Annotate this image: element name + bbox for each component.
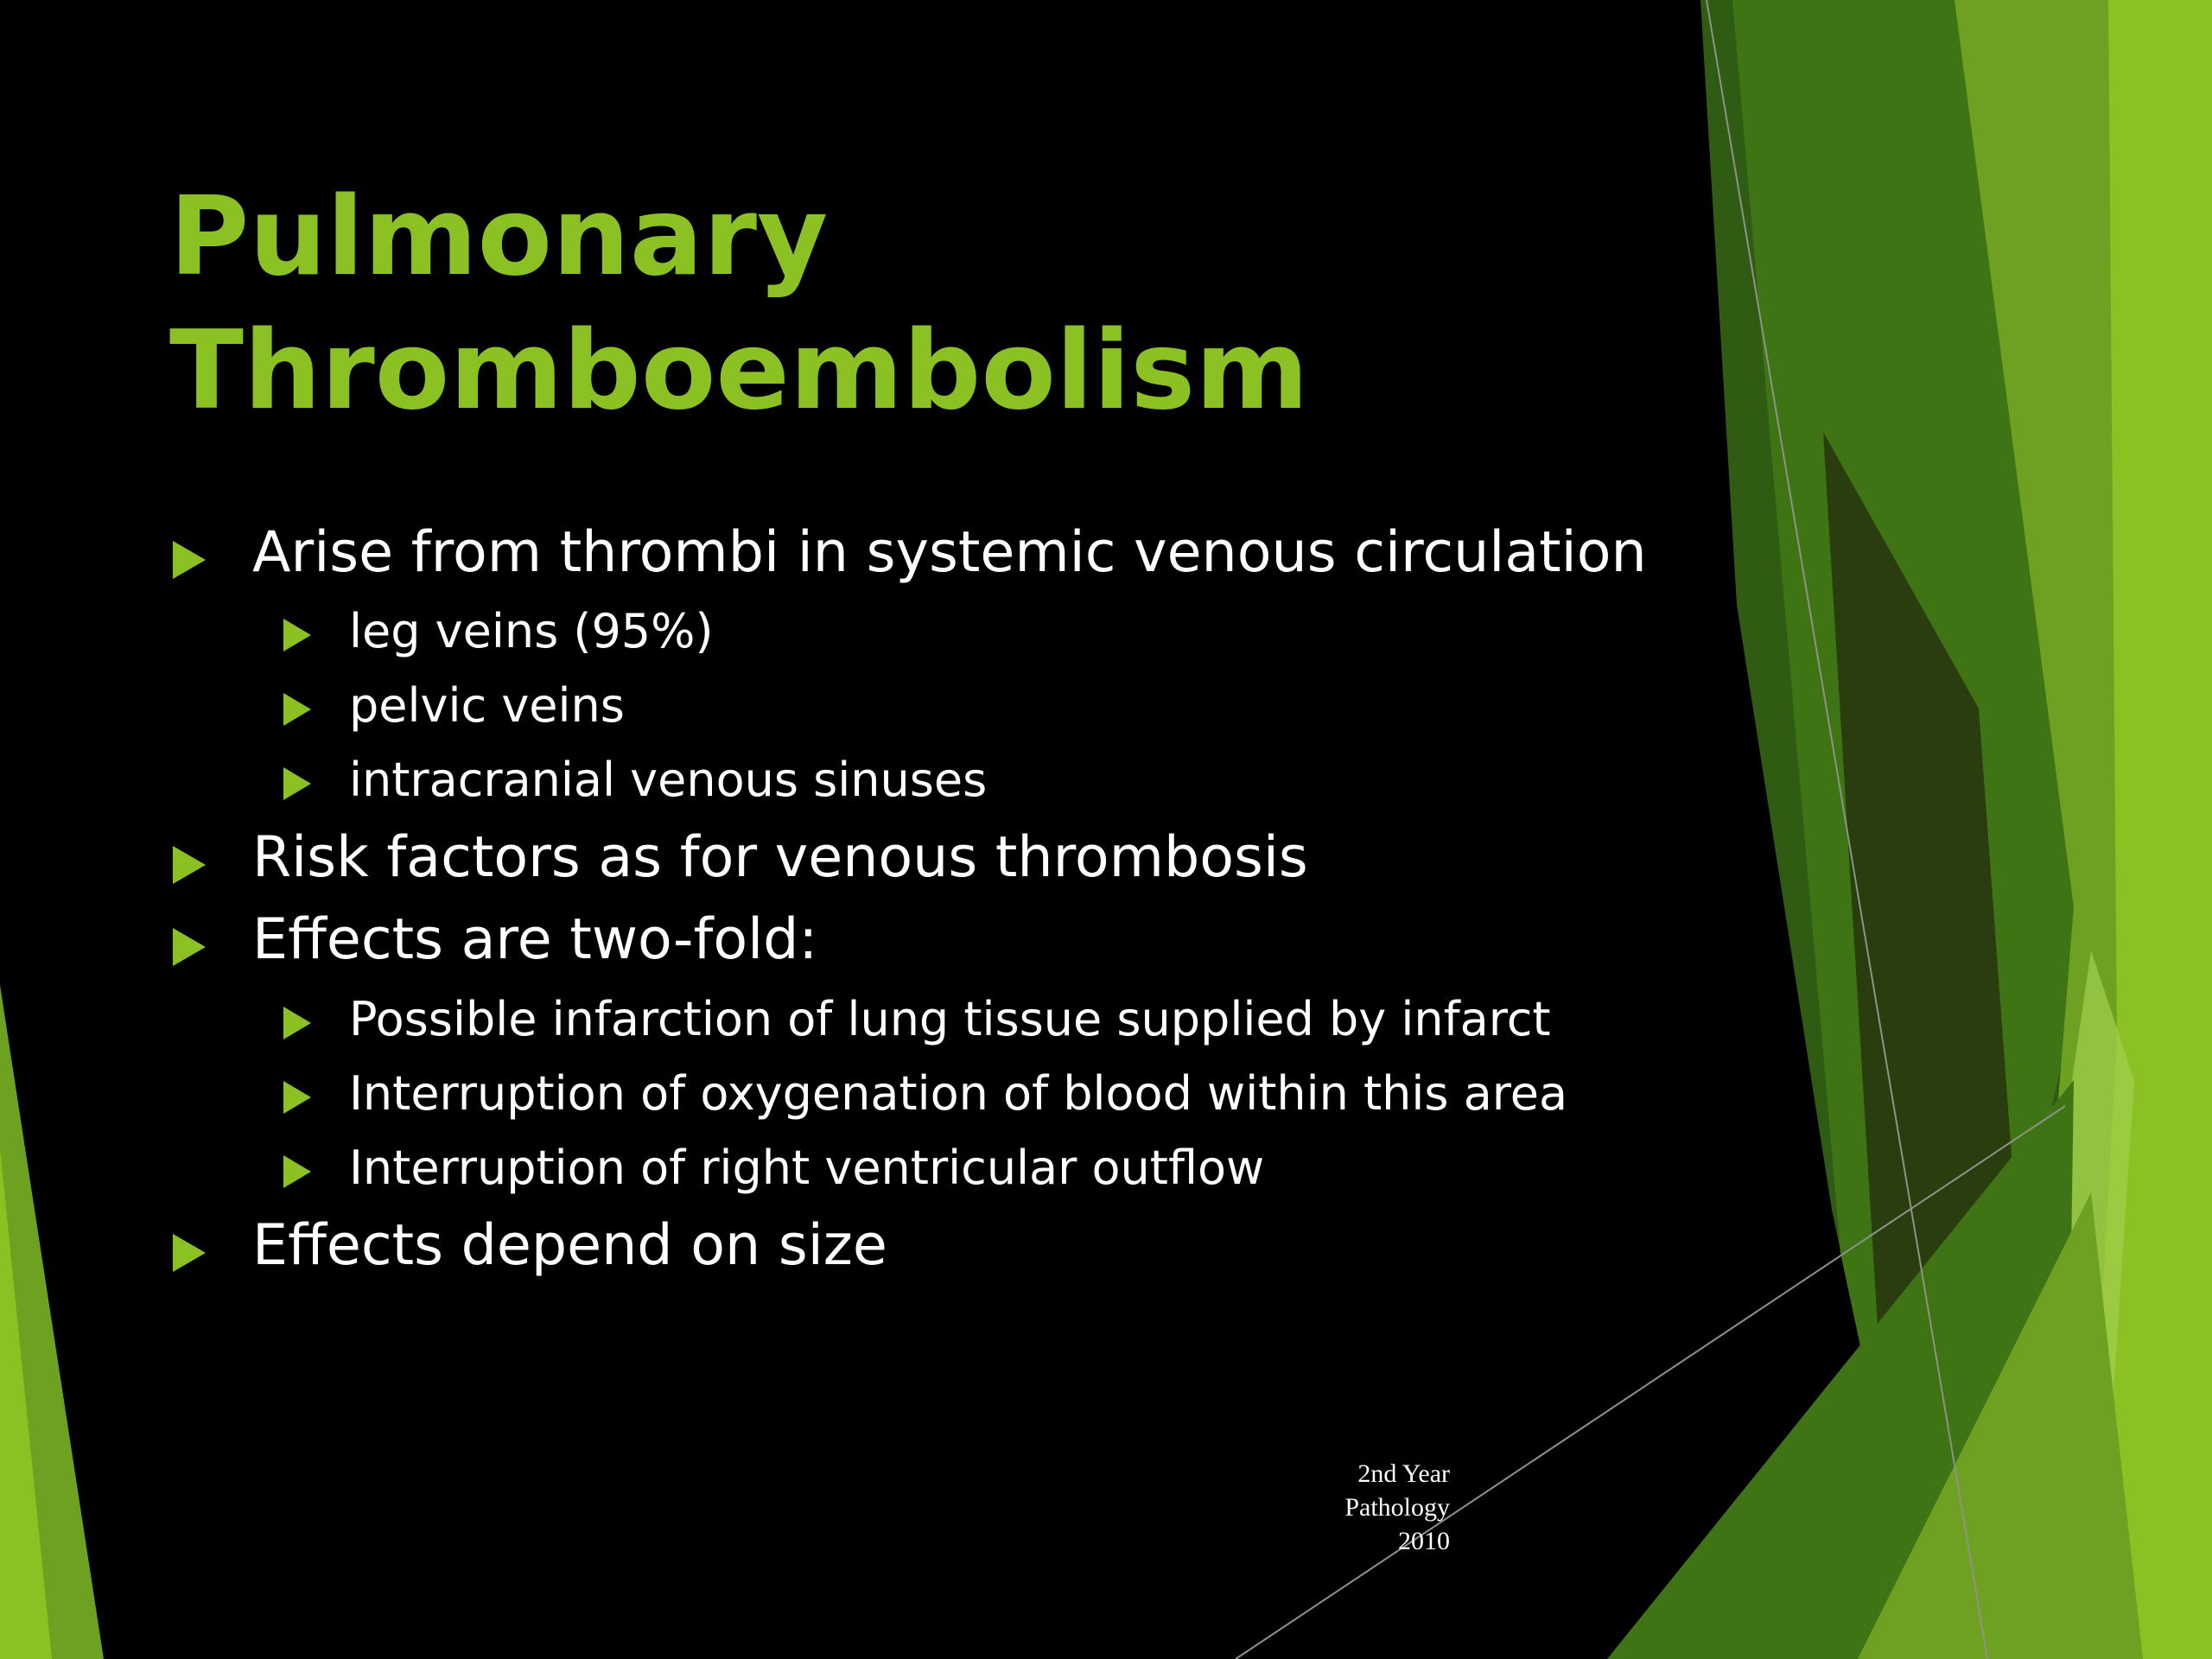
sub-bullet-item [349, 1138, 1264, 1198]
footer-line: 2nd Year [1357, 1459, 1450, 1488]
bullet-text: Interruption of right ventricular outflow [349, 1141, 1265, 1195]
bullet-arrow-icon [173, 846, 206, 884]
bullet-item [252, 906, 817, 975]
sub-bullet-item [349, 750, 987, 810]
bullet-text: intracranial venous sinuses [349, 753, 988, 807]
bullet-arrow-icon [173, 1234, 206, 1272]
bullet-text: pelvic veins [349, 678, 625, 733]
bullet-arrow-icon [173, 928, 206, 966]
title-line: Pulmonary [169, 173, 829, 300]
footer-line: 2010 [1398, 1527, 1450, 1555]
bullet-text: Risk factors as for venous thrombosis [252, 825, 1308, 890]
bullet-arrow-icon [283, 1081, 311, 1114]
bullet-arrow-icon [173, 541, 206, 579]
bullet-arrow-icon [283, 1007, 311, 1039]
bullet-arrow-icon [283, 693, 311, 726]
bullet-arrow-icon [283, 1155, 311, 1188]
bullet-item [252, 823, 1308, 893]
title-line: Thromboembolism [169, 307, 1309, 434]
sub-bullet-item [349, 676, 625, 736]
bullet-item [252, 518, 1647, 588]
sub-bullet-item [349, 601, 714, 662]
sub-bullet-item [349, 989, 1551, 1050]
sub-bullet-item [349, 1064, 1567, 1124]
bullet-arrow-icon [283, 767, 311, 800]
footer-line: Pathology [1344, 1493, 1450, 1522]
bullet-arrow-icon [283, 619, 311, 652]
slide-footer [1344, 1457, 1450, 1558]
bullet-text: Effects are two-fold: [252, 907, 818, 972]
bullet-text: Effects depend on size [252, 1213, 887, 1278]
bullet-text: Arise from thrombi in systemic venous circulation [252, 520, 1647, 585]
bullet-text: leg veins (95%) [349, 604, 714, 658]
bullet-text: Interruption of oxygenation of blood within this area [349, 1066, 1568, 1121]
bullet-item [252, 1211, 887, 1281]
bullet-text: Possible infarction of lung tissue supplied by infarct [349, 992, 1551, 1046]
